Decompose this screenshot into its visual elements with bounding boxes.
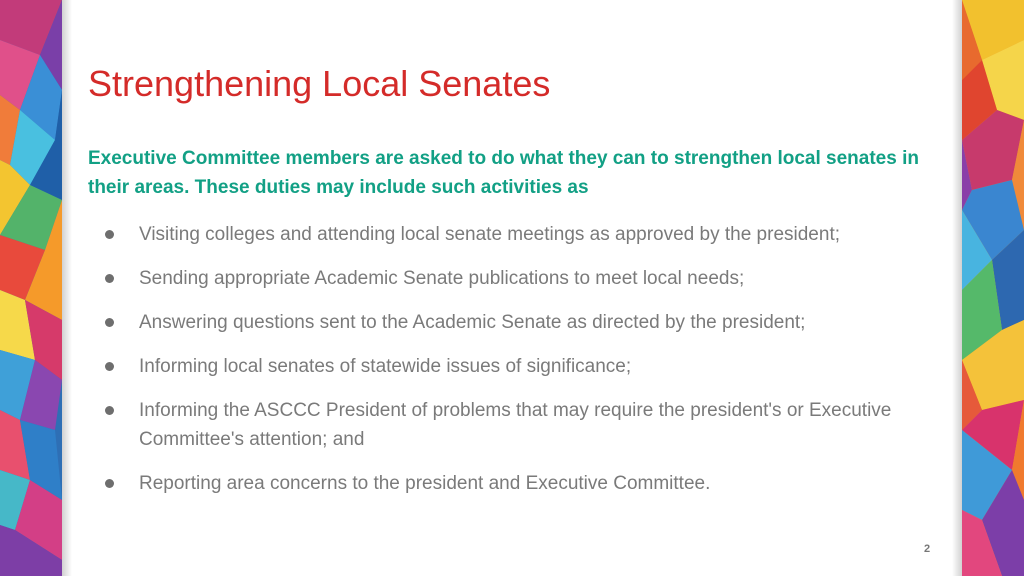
list-item-text: Informing local senates of statewide issues of significance; — [139, 356, 632, 377]
list-item — [104, 469, 944, 498]
bullet-icon — [105, 230, 114, 239]
list-item — [104, 396, 944, 454]
list-item-text: Sending appropriate Academic Senate publications to meet local needs; — [139, 268, 745, 289]
list-item-text: Informing the ASCCC President of problems that may require the president's or Executive Committee's attention; and — [139, 400, 892, 450]
right-decorative-border — [962, 0, 1024, 576]
bullet-icon — [105, 362, 114, 371]
bullet-icon — [105, 318, 114, 327]
left-decorative-border — [0, 0, 62, 576]
list-item — [104, 264, 944, 293]
list-item-text: Visiting colleges and attending local senate meetings as approved by the president; — [139, 224, 840, 245]
page-number: 2 — [923, 543, 931, 555]
bullet-icon — [105, 274, 114, 283]
list-item-text: Answering questions sent to the Academic Senate as directed by the president; — [139, 312, 806, 333]
bullet-icon — [105, 406, 114, 415]
list-item — [104, 352, 944, 381]
right-border-shadow — [952, 0, 962, 576]
left-border-shadow — [62, 0, 72, 576]
list-item-text: Reporting area concerns to the president and Executive Committee. — [139, 473, 711, 494]
right-mosaic-graphic — [962, 0, 1024, 576]
bullet-icon — [105, 479, 114, 488]
list-item — [104, 220, 944, 249]
slide-title: Strengthening Local Senates — [88, 63, 551, 104]
left-mosaic-graphic — [0, 0, 62, 576]
duties-list — [104, 220, 944, 513]
intro-paragraph: Executive Committee members are asked to do what they can to strengthen local senates in their areas. These duties may include such activities as — [88, 148, 919, 198]
list-item — [104, 308, 944, 337]
